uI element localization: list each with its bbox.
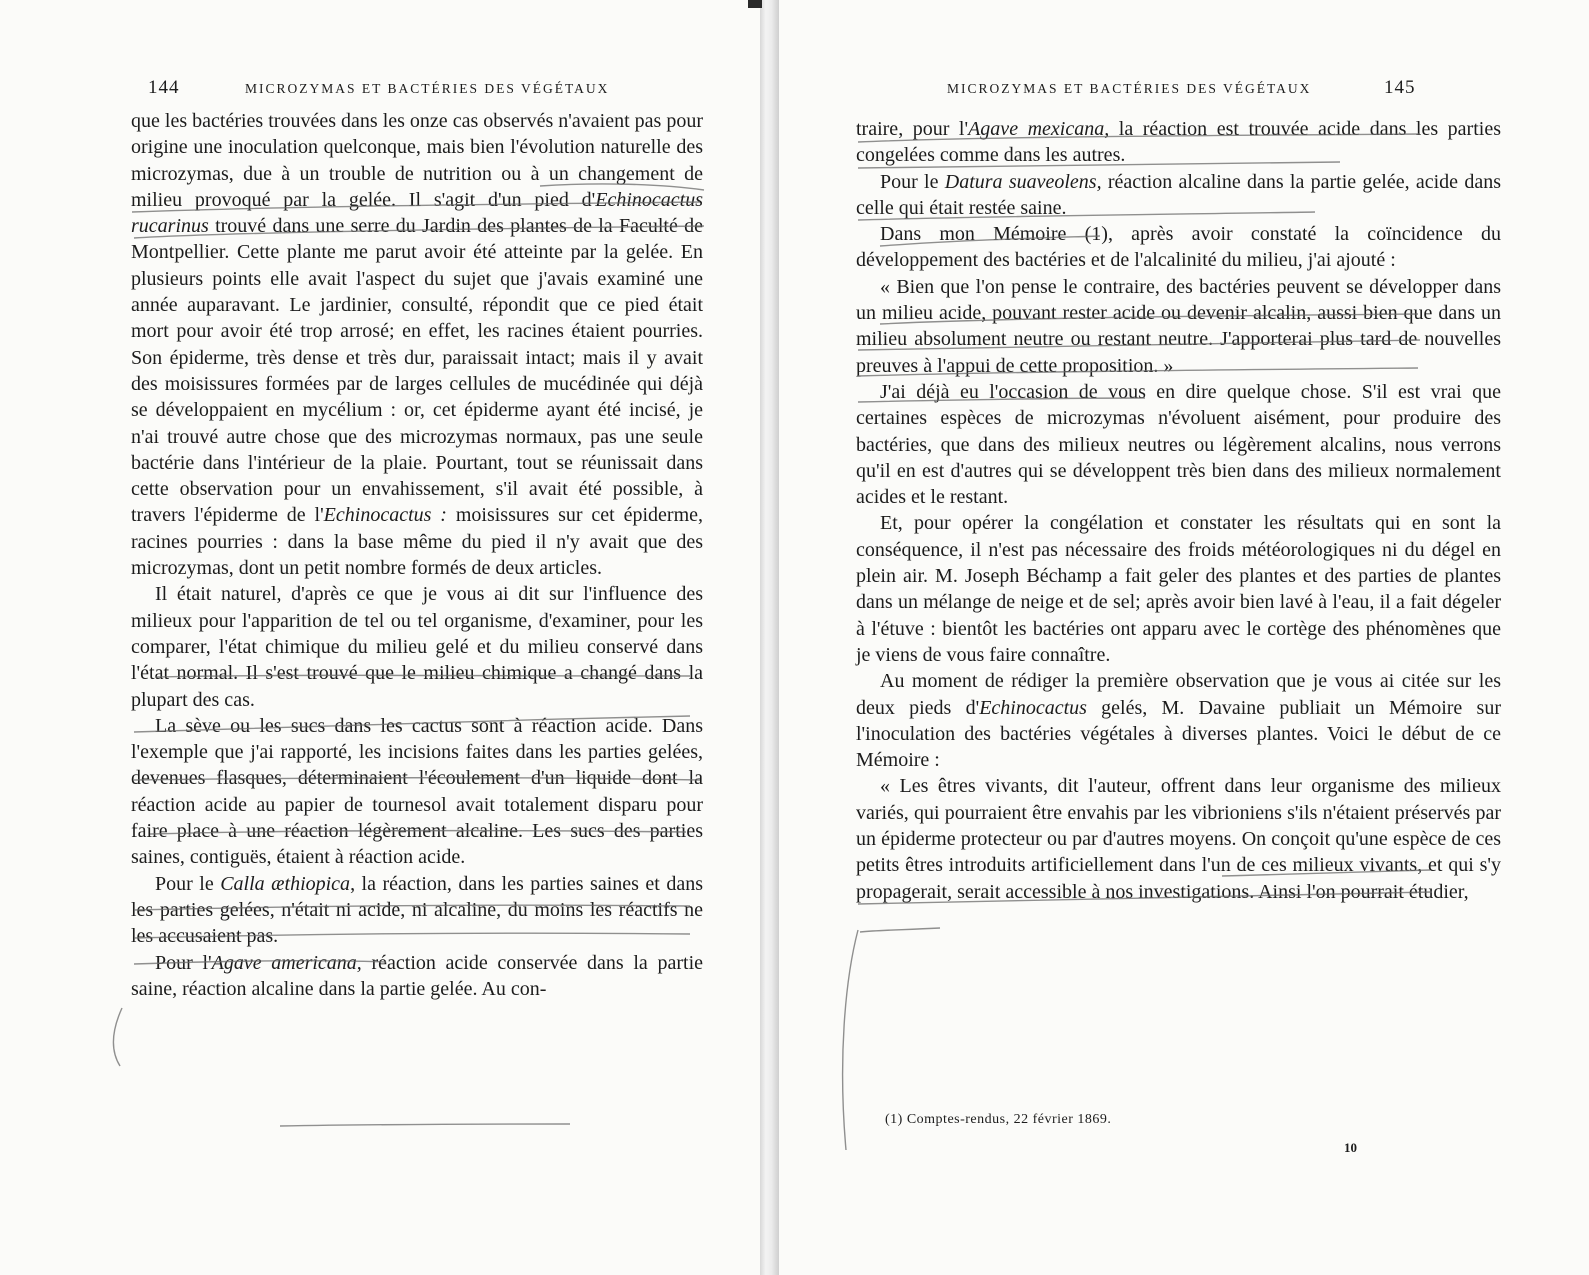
footnote: (1) Comptes-rendus, 22 février 1869. [885, 1112, 1112, 1127]
left-page-body [131, 108, 703, 1002]
italic-term: Datura suaveolens, [944, 170, 1102, 193]
text-run: Il était naturel, d'après ce que je vous ai dit sur l'influence des milieux pour l'apparition de tel ou tel organisme, d'examiner, pour les comparer, l'état chimique du milieu gelé et du milieu conservé dans l'état normal. Il s'est trouvé que le milieu chimique a changé dans la plupart des cas. [131, 583, 703, 711]
text-run: La sève ou les sucs dans les cactus sont à réaction acide. Dans l'exemple que j'ai rapporté, les incisions faites dans les parties gelées, devenues flasques, déterminaient l'écoulement d'un liquide dont la réaction acide au papier de tournesol avait totalement disparu pour faire place à une réaction légèrement alcaline. Les sucs des parties saines, contiguës, étaient à réaction acide. [131, 714, 703, 869]
italic-term: Calla æthiopica [220, 872, 351, 895]
left-page-header [0, 77, 760, 107]
body-paragraph [131, 581, 703, 712]
right-page-body [856, 116, 1501, 905]
text-run: Pour le [155, 872, 221, 895]
left-page-number: 144 [148, 77, 180, 98]
right-page-header [779, 77, 1589, 107]
right-running-head: MICROZYMAS ET BACTÉRIES DES VÉGÉTAUX [947, 81, 1312, 96]
italic-term: Echinocactus : [323, 504, 447, 527]
signature-mark: 10 [1344, 1140, 1357, 1155]
text-run: gelés, M. Davaine publiait un Mémoire sur l'inoculation des bactéries végétales à diverses plantes. Voici le début de ce Mémoire : [856, 696, 1501, 772]
body-paragraph [856, 379, 1501, 510]
body-paragraph [856, 773, 1501, 904]
text-run: « Bien que l'on pense le contraire, des bactéries peuvent se développer dans un milieu acide, pouvant rester acide ou devenir alcalin, aussi bien que dans un milieu absolument neutre ou restant neutre. J'apporterai plus tard de nouvelles preuves à l'appui de cette proposition. » [856, 275, 1501, 377]
text-run: , la réaction, dans les parties saines et dans les parties gelées, n'était ni acide, ni alcaline, du moins les réactifs ne les accusaient pas. [131, 872, 704, 948]
text-run: Pour l' [155, 951, 212, 974]
italic-term: Agave mexicana, [968, 118, 1110, 140]
text-run: la réaction est trouvée acide dans les parties congelées comme dans les autres. [856, 118, 1501, 167]
text-run: Dans mon Mémoire (1), après avoir constaté la coïncidence du développement des bactéries et de l'alcalinité du milieu, j'ai ajouté : [856, 223, 1501, 272]
left-running-head: MICROZYMAS ET BACTÉRIES DES VÉGÉTAUX [245, 81, 610, 96]
text-run: « Les êtres vivants, dit l'auteur, offrent dans leur organisme des milieux variés, qui pourraient être envahis par les vibrioniens s'ils n'étaient préservés par un épiderme protecteur ou par d'autres moyens. On conçoit qu'une espèce de ces petits êtres introduits artificiellement dans l'un de ces milieux vivants, et qui s'y propagerait, serait accessible à nos investigations. Ainsi l'on pourrait étudier, [856, 775, 1501, 903]
body-paragraph [856, 274, 1501, 379]
body-paragraph [856, 169, 1501, 222]
body-paragraph [856, 668, 1501, 773]
text-run: moisissures sur cet épiderme, racines pourries : dans la base même du pied il n'y avait que des microzymas, dont un petit nombre formés de deux articles. [131, 504, 704, 580]
text-run: que les bactéries trouvées dans les onze cas observés n'avaient pas pour origine une inoculation quelconque, mais bien l'évolution naturelle des microzymas, due à un trouble de nutrition ou à un changement de milieu provoqué par la gelée. Il s'agit d'un pied d' [131, 110, 703, 211]
text-run: réaction alcaline dans la partie gelée, acide dans celle qui était restée saine. [856, 170, 1501, 219]
right-page [779, 0, 1589, 1275]
text-run: Pour le [880, 170, 945, 193]
body-paragraph [131, 713, 703, 871]
body-paragraph [856, 116, 1501, 169]
text-run: traire, pour l' [856, 118, 969, 140]
text-run: trouvé dans une serre du Jardin des plantes de la Faculté de Montpellier. Cette plante me parut avoir été atteinte par la gelée. En plusieurs points elle avait l'aspect du sujet que j'avais examiné une année auparavant. Le jardinier, consulté, répondit que ce pied était mort pour avoir été trop arrosé; en effet, les racines étaient pourries. Son épiderme, très dense et très dur, paraissait intact; mais il y avait des moisissures formées par de larges cellules de mucédinée qui déjà se développaient en mycélium : or, cet épiderme ayant été incisé, je n'ai trouvé autre chose que des microzymas normaux, pas une seule bactérie dans l'intérieur de la plaie. Pourtant, tout se réunissait dans cette observation pour un envahissement, s'il avait été possible, à travers l'épiderme de l' [131, 215, 703, 527]
body-paragraph [856, 510, 1501, 668]
body-paragraph [131, 950, 703, 1003]
italic-term: Agave americana, [211, 951, 362, 974]
body-paragraph [131, 871, 703, 950]
body-paragraph [856, 221, 1501, 274]
text-run: réaction acide conservée dans la partie saine, réaction alcaline dans la partie gelée. Au con- [131, 951, 703, 1000]
italic-term: Echinocactus rucarinus [131, 188, 703, 238]
text-run: J'ai déjà eu l'occasion de vous en dire quelque chose. S'il est vrai que certaines espèces de microzymas n'évoluent aisément, pour produire des bactéries, que dans des milieux neutres ou légèrement alcalins, nous verrons qu'il en est d'autres qui se développent très bien dans des milieux normalement acides et le restant. [856, 380, 1501, 509]
text-run: Au moment de rédiger la première observation que je vous ai citée sur les deux pieds d' [856, 670, 1501, 719]
right-page-number: 145 [1384, 77, 1416, 98]
left-page [0, 0, 760, 1275]
book-gutter [760, 0, 779, 1275]
italic-term: Echinocactus [979, 696, 1087, 719]
text-run: Et, pour opérer la congélation et constater les résultats qui en sont la conséquence, il n'est pas nécessaire des froids météorologiques ni du dégel en plein air. M. Joseph Béchamp a fait geler des plantes et des parties de plantes dans un mélange de neige et de sel; après avoir bien lavé à l'eau, il a fait dégeler à l'étuve : bientôt les bactéries ont apparu avec le cortège des phénomènes que je viens de vous faire connaître. [856, 512, 1501, 666]
binding-mark [748, 0, 762, 8]
body-paragraph [131, 108, 703, 581]
